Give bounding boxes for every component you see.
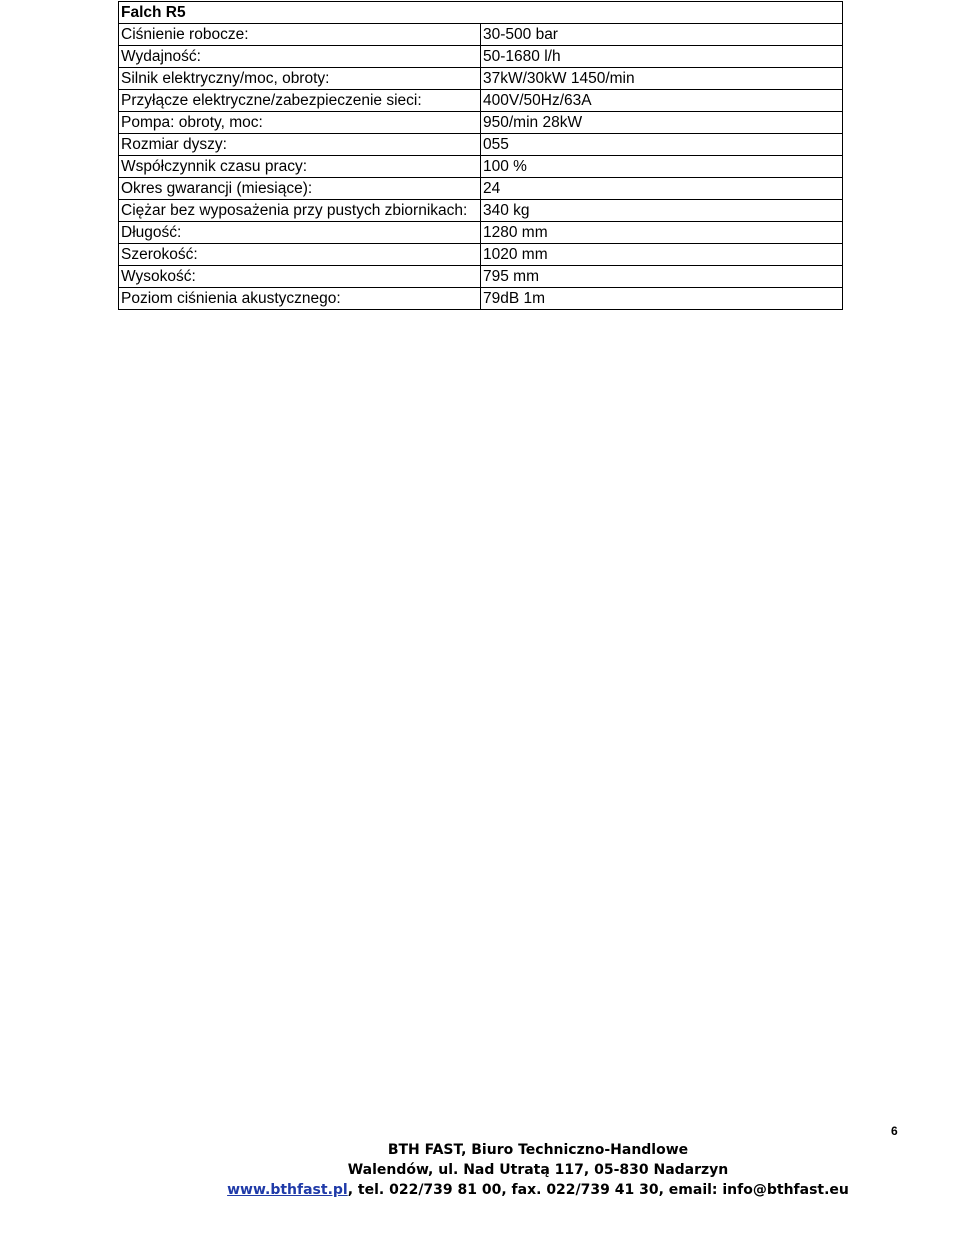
- table-row: [119, 134, 843, 156]
- footer-contact-details: , tel. 022/739 81 00, fax. 022/739 41 30, email: info@bthfast.eu: [347, 1182, 849, 1198]
- spec-label: Pompa: obroty, moc:: [119, 112, 481, 134]
- table-row: [119, 200, 843, 222]
- table-row: [119, 156, 843, 178]
- spec-label: Poziom ciśnienia akustycznego:: [119, 288, 481, 310]
- footer-contact-line: [0, 1180, 960, 1200]
- spec-value: 37kW/30kW 1450/min: [481, 68, 843, 90]
- spec-label: Przyłącze elektryczne/zabezpieczenie sieci:: [119, 90, 481, 112]
- spec-label: Szerokość:: [119, 244, 481, 266]
- table-row: [119, 90, 843, 112]
- table-row: [119, 266, 843, 288]
- spec-value: 1280 mm: [481, 222, 843, 244]
- spec-value: 400V/50Hz/63A: [481, 90, 843, 112]
- page-footer: [0, 1140, 960, 1200]
- table-row: [119, 46, 843, 68]
- spec-table: [118, 1, 843, 310]
- spec-label: Wysokość:: [119, 266, 481, 288]
- spec-value: 30-500 bar: [481, 24, 843, 46]
- title-row: [119, 2, 843, 24]
- spec-label: Rozmiar dyszy:: [119, 134, 481, 156]
- website-link[interactable]: www.bthfast.pl: [227, 1182, 348, 1198]
- spec-label: Wydajność:: [119, 46, 481, 68]
- spec-table-body: [119, 2, 843, 310]
- spec-value: 100 %: [481, 156, 843, 178]
- table-row: [119, 244, 843, 266]
- table-row: [119, 68, 843, 90]
- spec-value: 50-1680 l/h: [481, 46, 843, 68]
- table-row: [119, 288, 843, 310]
- spec-value: 055: [481, 134, 843, 156]
- document-title: Falch R5: [119, 2, 843, 24]
- footer-company-name: BTH FAST, Biuro Techniczno-Handlowe: [387, 1142, 689, 1158]
- spec-label: Silnik elektryczny/moc, obroty:: [119, 68, 481, 90]
- spec-value: 79dB 1m: [481, 288, 843, 310]
- footer-address: Walendów, ul. Nad Utratą 117, 05-830 Nadarzyn: [347, 1162, 729, 1178]
- spec-label: Okres gwarancji (miesiące):: [119, 178, 481, 200]
- table-row: [119, 178, 843, 200]
- spec-value: 795 mm: [481, 266, 843, 288]
- table-row: [119, 222, 843, 244]
- spec-label: Długość:: [119, 222, 481, 244]
- page-number: 6: [891, 1124, 898, 1138]
- spec-label: Ciężar bez wyposażenia przy pustych zbiornikach:: [119, 200, 481, 222]
- spec-value: 950/min 28kW: [481, 112, 843, 134]
- spec-value: 1020 mm: [481, 244, 843, 266]
- spec-value: 340 kg: [481, 200, 843, 222]
- spec-value: 24: [481, 178, 843, 200]
- table-row: [119, 112, 843, 134]
- table-row: [119, 24, 843, 46]
- spec-label: Współczynnik czasu pracy:: [119, 156, 481, 178]
- spec-label: Ciśnienie robocze:: [119, 24, 481, 46]
